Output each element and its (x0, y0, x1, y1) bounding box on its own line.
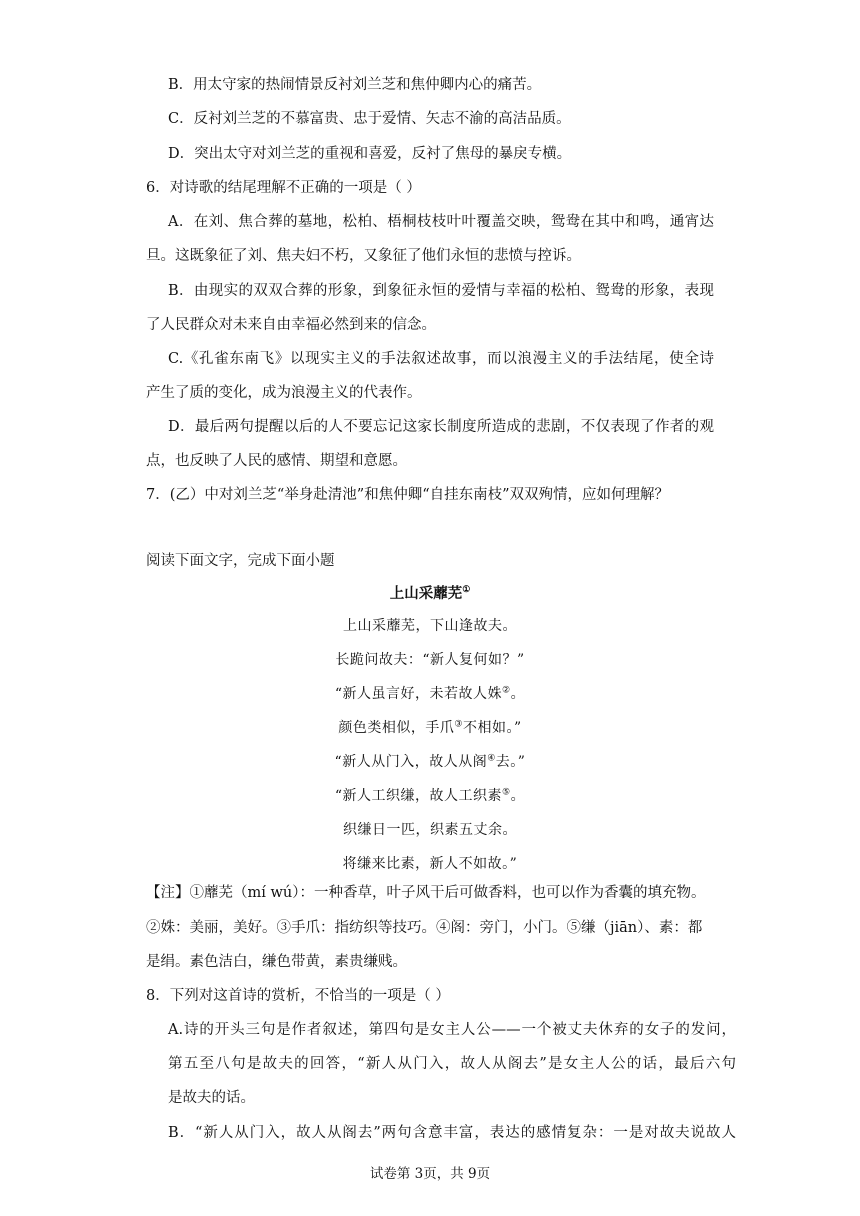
q6-stem: 6．对诗歌的结尾理解不正确的一项是（ ） (146, 180, 421, 196)
q6-option-a-line2: 旦。这既象征了刘、焦夫妇不朽，又象征了他们永恒的悲愤与控诉。 (146, 248, 581, 264)
poem-line: “新人工织缣，故人工织素⑤。 (334, 787, 526, 804)
q6-option-d-line1: D．最后两句提醒以后的人不要忘记这家长制度所造成的悲剧，不仅表现了作者的观 (168, 419, 714, 435)
poem-line: 上山采蘼芜，下山逢故夫。 (343, 618, 517, 634)
q6-option-c-line2: 产生了质的变化，成为浪漫主义的代表作。 (146, 385, 422, 401)
q8-option-a-line3: 是故夫的话。 (168, 1090, 255, 1106)
q6-option-b-line2: 了人民群众对未来自由幸福必然到来的信念。 (146, 317, 436, 333)
q8-option-a-line1: A.诗的开头三句是作者叙述，第四句是女主人公——一个被丈夫休弃的女子的发问， (168, 1022, 736, 1038)
poem-line: 颜色类相似，手爪③不相如。” (338, 719, 522, 736)
page-footer: 试卷第 3页，共 9页 (369, 1166, 491, 1182)
poem-line: “新人虽言好，未若故人姝②。 (334, 685, 526, 702)
q8-option-b-line1: B．“新人从门入，故人从阁去”两句含意丰富，表达的感情复杂：一是对故夫说故人 (168, 1125, 736, 1141)
q5-option-d: D．突出太守对刘兰芝的重视和喜爱，反衬了焦母的暴戾专横。 (168, 146, 572, 162)
q7-stem: 7．(乙）中对刘兰芝“举身赴清池”和焦仲卿“自挂东南枝”双双殉情，应如何理解？ (146, 487, 670, 503)
q6-option-b-line1: B．由现实的双双合葬的形象，到象征永恒的爱情与幸福的松柏、鸳鸯的形象，表现 (168, 283, 714, 299)
poem-line: 织缣日一匹，织素五丈余。 (343, 822, 517, 838)
notes-line2: ②姝：美丽，美好。③手爪：指纺织等技巧。④阁：旁门，小门。⑤缣（jiān）、素：都 (146, 920, 703, 936)
q6-option-d-line2: 点，也反映了人民的感情、期望和意愿。 (146, 453, 407, 469)
poem-line: “新人从门入，故人从阁④去。” (334, 753, 526, 770)
reading-intro: 阅读下面文字，完成下面小题 (146, 553, 335, 569)
q8-option-a-line2: 第五至八句是故夫的回答，“新人从门入，故人从阁去”是女主人公的话，最后六句 (168, 1056, 736, 1072)
poem-line: 长跪问故夫：“新人复何如？” (335, 652, 525, 668)
q8-stem: 8．下列对这首诗的赏析，不恰当的一项是（ ） (146, 988, 450, 1004)
notes-line3: 是绢。素色洁白，缣色带黄，素贵缣贱。 (146, 954, 407, 970)
poem-title: 上山采蘼芜① (389, 585, 471, 602)
poem-line: 将缣来比素，新人不如故。” (342, 856, 518, 872)
q5-option-b: B．用太守家的热闹情景反衬刘兰芝和焦仲卿内心的痛苦。 (168, 77, 542, 93)
notes-line1: 【注】①蘼芜（mí wú）：一种香草，叶子风干后可做香料，也可以作为香囊的填充物。 (146, 885, 706, 901)
q6-option-c-line1: C.《孔雀东南飞》以现实主义的手法叙述故事，而以浪漫主义的手法结尾，使全诗 (168, 351, 714, 367)
q5-option-c: C．反衬刘兰芝的不慕富贵、忠于爱情、矢志不渝的高洁品质。 (168, 111, 571, 127)
q6-option-a-line1: A．在刘、焦合葬的墓地，松柏、梧桐枝枝叶叶覆盖交映，鸳鸯在其中和鸣，通宵达 (168, 214, 714, 230)
